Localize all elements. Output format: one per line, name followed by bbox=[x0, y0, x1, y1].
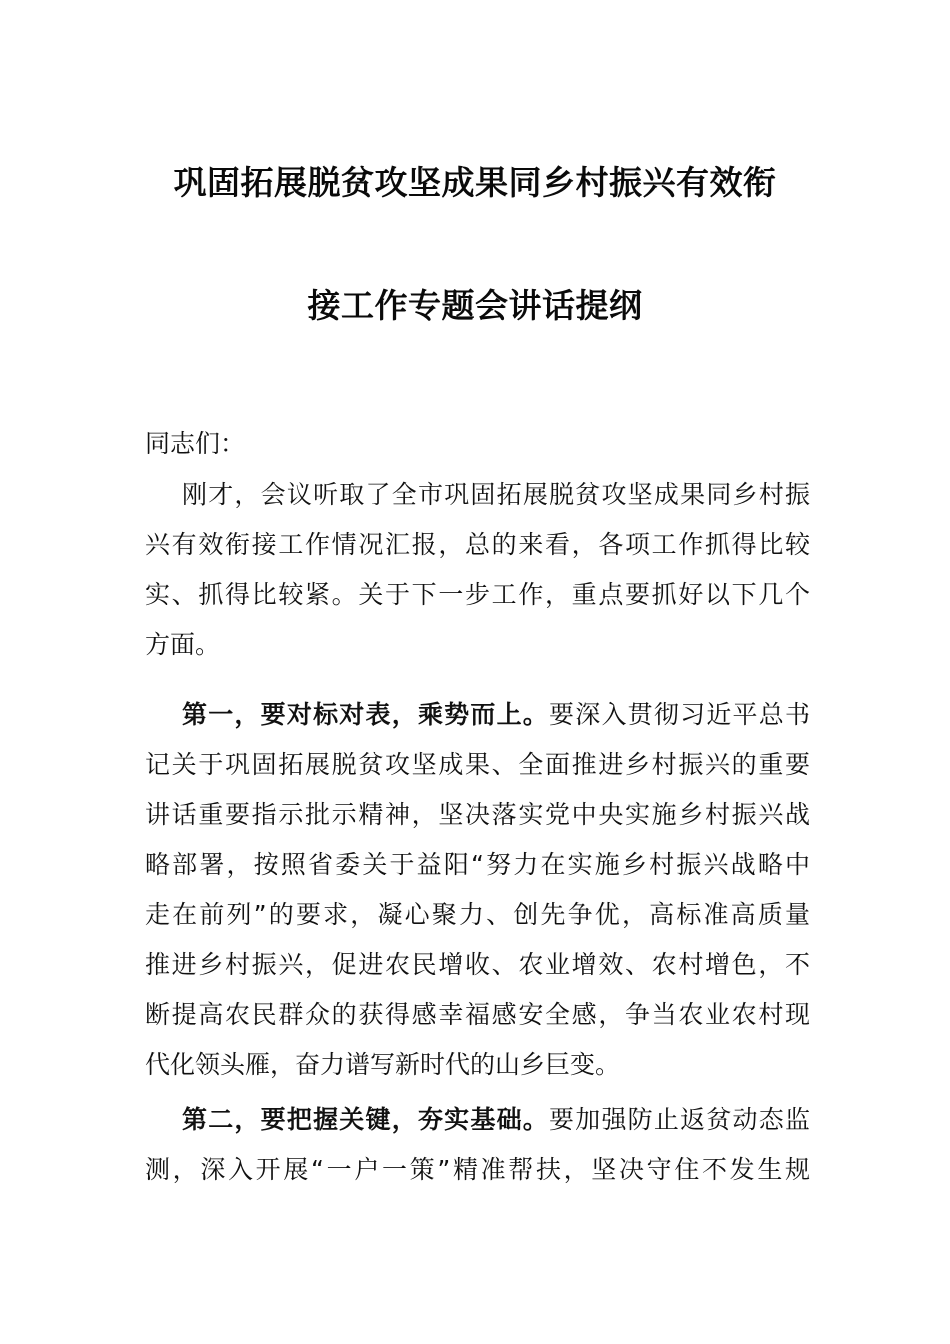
paragraph-first-line bbox=[145, 690, 810, 740]
paragraph-first-line bbox=[145, 1095, 810, 1145]
paragraph-line: 兴有效衔接工作情况汇报，总的来看，各项工作抓得比较 bbox=[145, 530, 810, 559]
document-title-line-2: 接工作专题会讲话提纲 bbox=[307, 286, 643, 325]
paragraph-line: 方面。 bbox=[145, 630, 221, 659]
document-title-line-1: 巩固拓展脱贫攻坚成果同乡村振兴有效衔 bbox=[173, 163, 777, 202]
point-heading: 第二，要把握关键，夯实基础。 bbox=[182, 1105, 550, 1134]
salutation: 同志们： bbox=[145, 429, 246, 458]
paragraph-line: 记关于巩固拓展脱贫攻坚成果、全面推进乡村振兴的重要 bbox=[145, 750, 810, 779]
paragraph-line: 刚才，会议听取了全市巩固拓展脱贫攻坚成果同乡村振 bbox=[182, 480, 810, 509]
paragraph-line: 讲话重要指示批示精神，坚决落实党中央实施乡村振兴战 bbox=[145, 800, 810, 829]
paragraph-intro bbox=[145, 470, 810, 670]
paragraph-text: 要深入贯彻习近平总书 bbox=[549, 700, 810, 729]
paragraph-line: 代化领头雁，奋力谱写新时代的山乡巨变。 bbox=[145, 1050, 621, 1079]
paragraph-line: 断提高农民群众的获得感幸福感安全感，争当农业农村现 bbox=[145, 1000, 810, 1029]
paragraph-line: 测，深入开展“一户一策”精准帮扶，坚决守住不发生规 bbox=[145, 1155, 810, 1184]
paragraph-line: 推进乡村振兴，促进农民增收、农业增效、农村增色，不 bbox=[145, 950, 810, 979]
paragraph-point-2 bbox=[145, 1095, 810, 1195]
paragraph-line: 略部署，按照省委关于益阳“努力在实施乡村振兴战略中 bbox=[145, 850, 810, 879]
point-heading: 第一，要对标对表，乘势而上。 bbox=[182, 700, 550, 729]
paragraph-line: 实、抓得比较紧。关于下一步工作，重点要抓好以下几个 bbox=[145, 580, 810, 609]
paragraph-text: 要加强防止返贫动态监 bbox=[549, 1105, 810, 1134]
paragraph-line: 走在前列”的要求，凝心聚力、创先争优，高标准高质量 bbox=[145, 900, 810, 929]
paragraph-point-1 bbox=[145, 690, 810, 1090]
